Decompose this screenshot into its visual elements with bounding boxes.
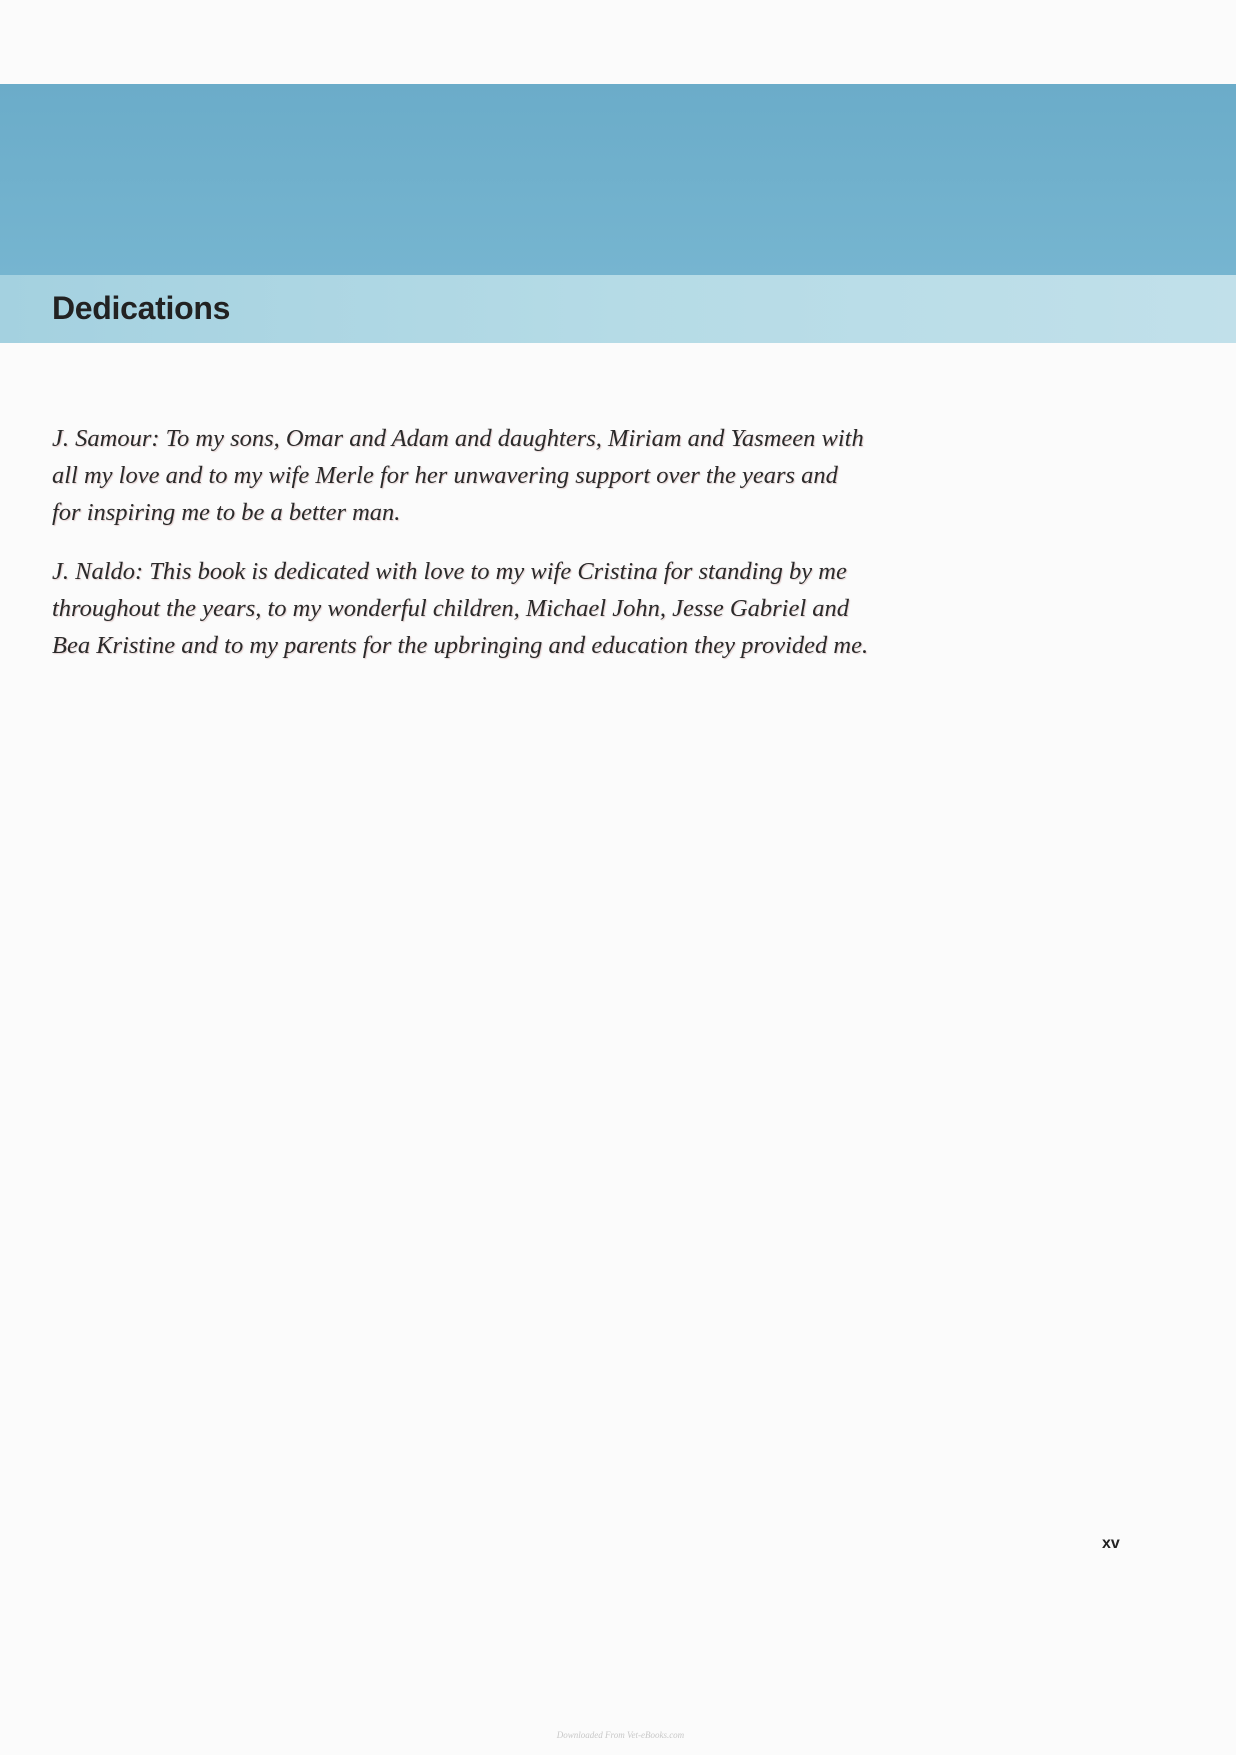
download-watermark: Downloaded From Vet-eBooks.com — [556, 1730, 685, 1740]
page-edge — [1236, 0, 1241, 1755]
dedications-body — [52, 420, 872, 686]
page-title: Dedications — [52, 290, 231, 326]
header-band — [0, 84, 1236, 275]
dedication-paragraph: J. Naldo: This book is dedicated with love to my wife Cristina for standing by me throughout the years, to my wonderful children, Michael John, Jesse Gabriel and Bea Kristine and to my parents for the upbringing and education they provided me. — [52, 558, 869, 659]
page-number: xv — [1102, 1535, 1120, 1552]
dedication-paragraph: J. Samour: To my sons, Omar and Adam and daughters, Miriam and Yasmeen with all my love and to my wife Merle for her unwavering support over the years and for inspiring me to be a better man. — [52, 425, 864, 526]
